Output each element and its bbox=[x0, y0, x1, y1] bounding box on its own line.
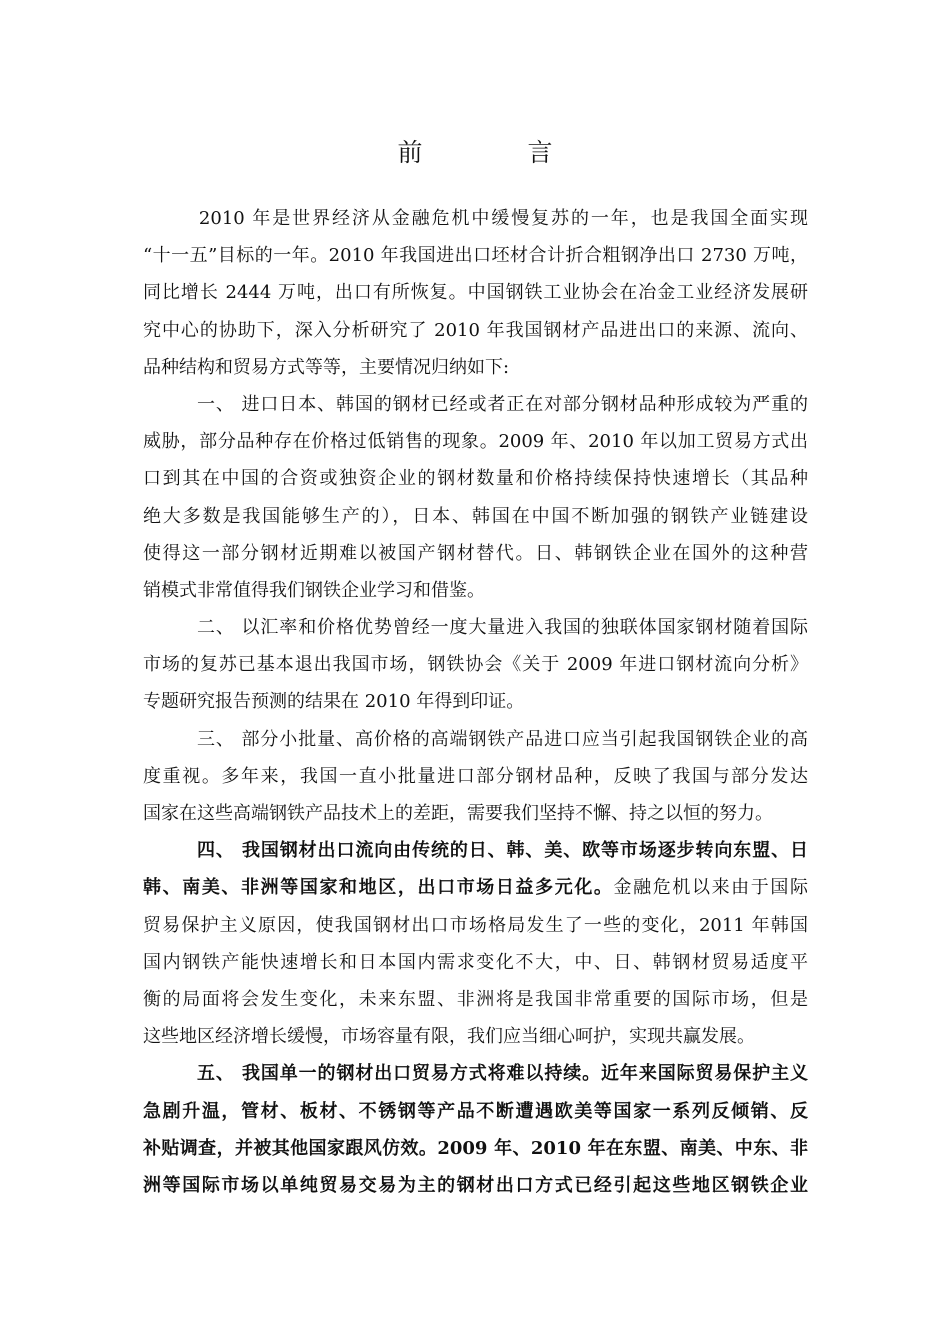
intro-paragraph bbox=[143, 200, 808, 386]
text-line: 威胁，部分品种存在价格过低销售的现象。2009 年、2010 年以加工贸易方式出 bbox=[143, 431, 808, 453]
text-line: 市场的复苏已基本退出我国市场，钢铁协会《关于 2009 年进口钢材流向分析》 bbox=[143, 654, 808, 676]
point-1-paragraph bbox=[143, 386, 808, 609]
point-3-paragraph bbox=[143, 721, 808, 833]
bold-text-line: 洲等国际市场以单纯贸易交易为主的钢材出口方式已经引起这些地区钢铁企业 bbox=[143, 1174, 808, 1196]
text-line: 这些地区经济增长缓慢，市场容量有限，我们应当细心呵护，实现共赢发展。 bbox=[143, 1026, 755, 1048]
bold-text-line: 补贴调查，并被其他国家跟风仿效。2009 年、2010 年在东盟、南美、中东、非 bbox=[143, 1137, 808, 1159]
text-span: 金融危机以来由于国际 bbox=[613, 877, 809, 899]
bold-text-line: 急剧升温，管材、板材、不锈钢等产品不断遭遇欧美等国家一系列反倾销、反 bbox=[143, 1100, 808, 1122]
text-line: 2010 年是世界经济从金融危机中缓慢复苏的一年，也是我国全面实现 bbox=[179, 208, 808, 229]
point-4-paragraph bbox=[143, 832, 808, 1055]
page-title: 前 言 bbox=[397, 138, 593, 167]
text-line: 同比增长 2444 万吨，出口有所恢复。中国钢铁工业协会在冶金工业经济发展研 bbox=[143, 282, 808, 304]
text-line: 衡的局面将会发生变化，未来东盟、非洲将是我国非常重要的国际市场，但是 bbox=[143, 988, 808, 1010]
document-body bbox=[143, 200, 808, 1204]
text-line: 专题研究报告预测的结果在 2010 年得到印证。 bbox=[143, 691, 525, 713]
text-line: 使得这一部分钢材近期难以被国产钢材替代。日、韩钢铁企业在国外的这种营 bbox=[143, 542, 808, 564]
text-line: 二、 以汇率和价格优势曾经一度大量进入我国的独联体国家钢材随着国际 bbox=[197, 617, 808, 639]
bold-text-span: 韩、南美、非洲等国家和地区，出口市场日益多元化。 bbox=[143, 877, 614, 899]
text-line: 一、 进口日本、韩国的钢材已经或者正在对部分钢材品种形成较为严重的 bbox=[197, 393, 808, 415]
bold-text-line: 四、 我国钢材出口流向由传统的日、韩、美、欧等市场逐步转向东盟、日 bbox=[197, 840, 808, 862]
text-line: 口到其在中国的合资或独资企业的钢材数量和价格持续保持快速增长（其品种 bbox=[143, 468, 808, 490]
text-line: 三、 部分小批量、高价格的高端钢铁产品进口应当引起我国钢铁企业的高 bbox=[197, 728, 808, 750]
text-line: 究中心的协助下，深入分析研究了 2010 年我国钢材产品进出口的来源、流向、 bbox=[143, 319, 808, 341]
point-5-paragraph bbox=[143, 1055, 808, 1204]
text-line: 品种结构和贸易方式等等，主要情况归纳如下: bbox=[143, 356, 510, 378]
text-line: 国家在这些高端钢铁产品技术上的差距，需要我们坚持不懈、持之以恒的努力。 bbox=[143, 803, 773, 824]
text-line: 度重视。多年来，我国一直小批量进口部分钢材品种，反映了我国与部分发达 bbox=[143, 765, 808, 787]
text-line: “十一五”目标的一年。2010 年我国进出口坯材合计折合粗钢净出口 2730 万吨， bbox=[143, 245, 808, 267]
mixed-text-line bbox=[143, 869, 808, 906]
text-line: 销模式非常值得我们钢铁企业学习和借鉴。 bbox=[143, 579, 485, 601]
point-2-paragraph bbox=[143, 609, 808, 721]
text-line: 绝大多数是我国能够生产的），日本、韩国在中国不断加强的钢铁产业链建设 bbox=[143, 505, 808, 527]
text-line: 贸易保护主义原因，使我国钢材出口市场格局发生了一些的变化，2011 年韩国 bbox=[143, 914, 808, 936]
bold-text-line: 五、 我国单一的钢材出口贸易方式将难以持续。近年来国际贸易保护主义 bbox=[197, 1063, 808, 1085]
text-line: 国内钢铁产能快速增长和日本国内需求变化不大，中、日、韩钢材贸易适度平 bbox=[143, 951, 808, 973]
